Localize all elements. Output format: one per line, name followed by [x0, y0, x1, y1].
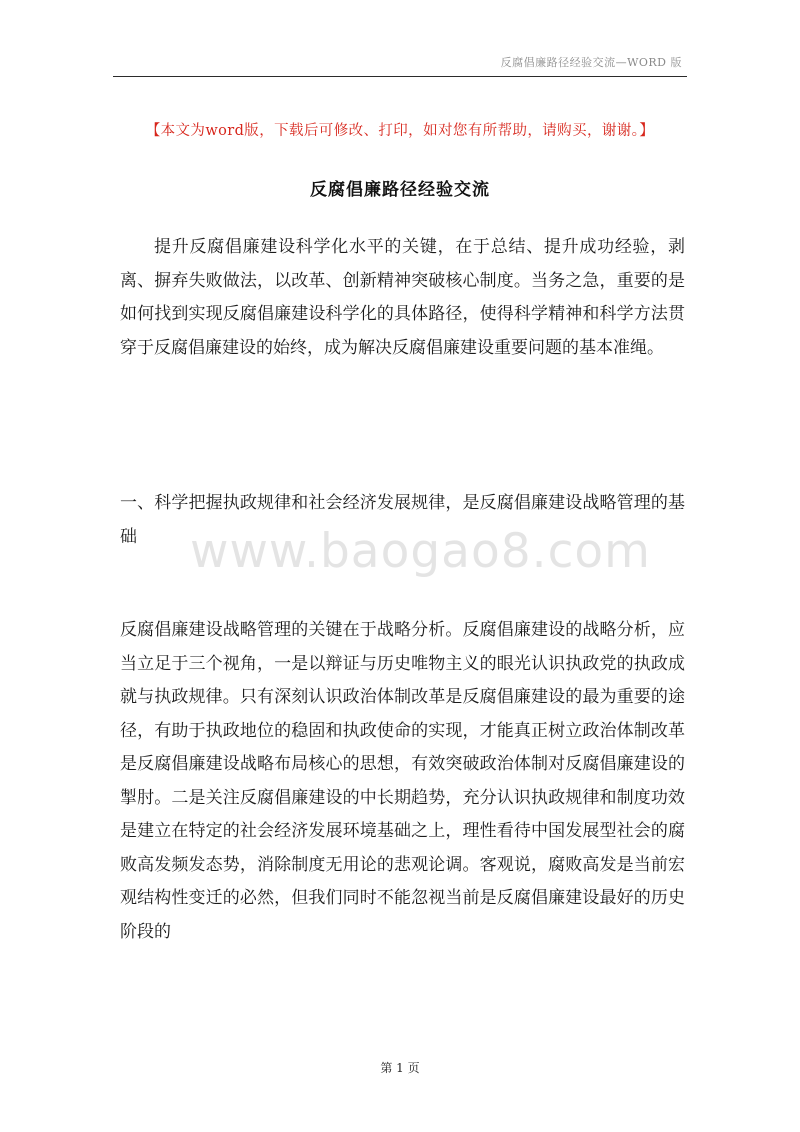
section-heading: 一、科学把握执政规律和社会经济发展规律，是反腐倡廉建设战略管理的基础	[120, 493, 685, 547]
download-notice: 【本文为word版，下载后可修改、打印，如对您有所帮助，请购买，谢谢。】	[145, 123, 655, 139]
running-header: 反腐倡廉路径经验交流—WORD 版	[500, 56, 682, 69]
header-divider	[113, 76, 687, 77]
intro-paragraph: 提升反腐倡廉建设科学化水平的关键，在于总结、提升成功经验，剥离、摒弃失败做法，以改革、创新精神突破核心制度。当务之急，重要的是如何找到实现反腐倡廉建设科学化的具体路径，使得科学精神和科学方法贯穿于反腐倡廉建设的始终，成为解决反腐倡廉建设重要问题的基本准绳。	[120, 237, 685, 358]
body-paragraph: 反腐倡廉建设战略管理的关键在于战略分析。反腐倡廉建设的战略分析，应当立足于三个视角，一是以辩证与历史唯物主义的眼光认识执政党的执政成就与执政规律。只有深刻认识政治体制改革是反腐倡廉建设的最为重要的途径，有助于执政地位的稳固和执政使命的实现，才能真正树立政治体制改革是反腐倡廉建设战略布局核心的思想，有效突破政治体制对反腐倡廉建设的掣肘。二是关注反腐倡廉建设的中长期趋势，充分认识执政规律和制度功效是建立在特定的社会经济发展环境基础之上，理性看待中国发展型社会的腐败高发频发态势，消除制度无用论的悲观论调。客观说，腐败高发是当前宏观结构性变迁的必然，但我们同时不能忽视当前是反腐倡廉建设最好的历史阶段的	[120, 620, 685, 942]
document-title: 反腐倡廉路径经验交流	[310, 180, 490, 200]
page-number: 第 1 页	[380, 1061, 420, 1075]
watermark: www.baogao8.com	[190, 524, 651, 579]
